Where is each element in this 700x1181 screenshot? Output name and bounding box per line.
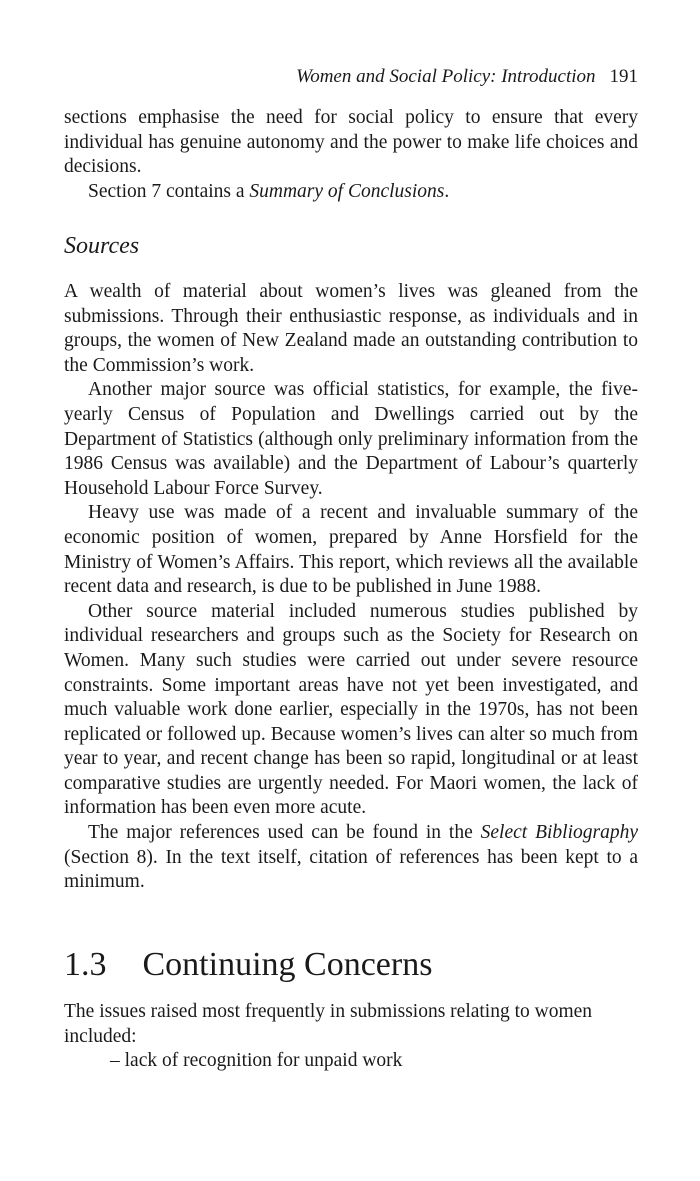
summary-reference-paragraph — [64, 180, 638, 205]
sources-heading: Sources — [64, 233, 140, 259]
page-number: 191 — [609, 66, 638, 87]
section-number: 1.3 — [64, 946, 107, 983]
concerns-intro: The issues raised most frequently in submissions relating to women included: — [64, 1001, 593, 1047]
sources-paragraph-5 — [64, 821, 638, 895]
sources-block — [64, 280, 638, 895]
section-title: Continuing Concerns — [142, 946, 433, 983]
summary-suffix: . — [444, 180, 450, 202]
bibliography-prefix: The major references used can be found in the — [88, 822, 481, 844]
summary-prefix: Section 7 contains a — [88, 180, 250, 202]
sources-paragraph-4: Other source material included numerous studies published by individual researchers and groups such as the Society for Research on Women. Many such studies were carried out under severe resource constraints. Some important areas have not yet been investigated, and much valuable work done earlier, especially in the 1970s, has not been replicated or followed up. Because women’s lives can alter so much from year to year, and recent change has been so rapid, longitudinal or at least comparative studies are urgently needed. For Maori women, the lack of information has been even more acute. — [64, 600, 638, 819]
list-item: – lack of recognition for unpaid work — [110, 1050, 403, 1072]
sources-paragraph-1: A wealth of material about women’s lives was gleaned from the submissions. Through their enthusiastic response, as individuals and in groups, the women of New Zealand made an outstanding contribution to the Commission’s work. — [64, 281, 638, 376]
concerns-block — [64, 1000, 638, 1074]
running-header — [296, 66, 638, 88]
running-title: Women and Social Policy: Introduction — [296, 66, 596, 87]
bibliography-suffix: (Section 8). In the text itself, citation of references has been kept to a minimum. — [64, 846, 638, 893]
summary-italic: Summary of Conclusions — [249, 180, 445, 202]
sources-paragraph-2: Another major source was official statistics, for example, the five-yearly Census of Population and Dwellings carried out by the Department of Statistics (although only preliminary information from the 1986 Census was available) and the Department of Labour’s quarterly Household Labour Force Survey. — [64, 379, 638, 499]
section-heading — [64, 946, 432, 984]
bibliography-italic: Select Bibliography — [480, 822, 638, 844]
intro-block — [64, 106, 638, 204]
intro-paragraph: sections emphasise the need for social policy to ensure that every individual has genuine autonomy and the power to make life choices and decisions. — [64, 107, 638, 178]
sources-paragraph-3: Heavy use was made of a recent and invaluable summary of the economic position of women, prepared by Anne Horsfield for the Ministry of Women’s Affairs. This report, which reviews all the available recent data and research, is due to be published in June 1988. — [64, 502, 638, 598]
